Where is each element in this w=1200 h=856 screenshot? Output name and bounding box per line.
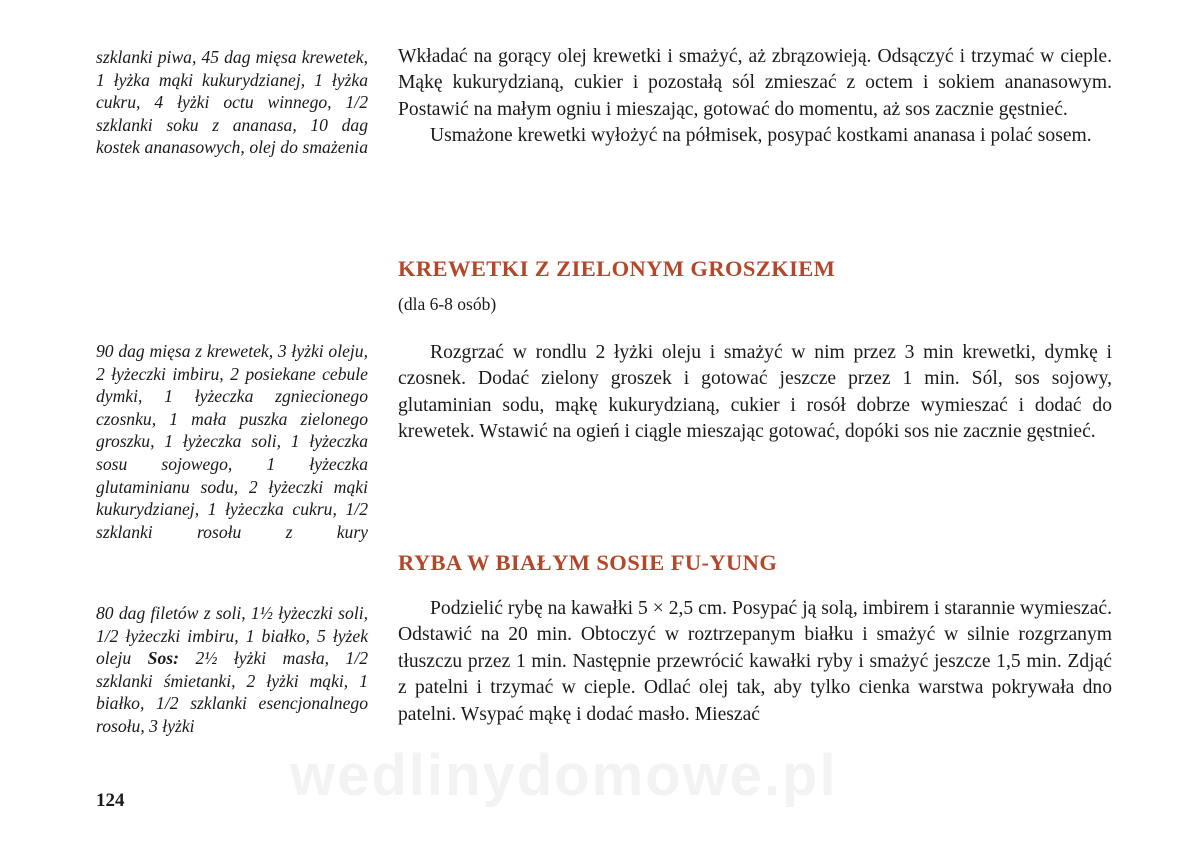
recipe3-title: RYBA W BIAŁYM SOSIE FU-YUNG [398,550,778,575]
ingredients-fish-sauce: 2½ łyżki masła, 1/2 szklanki śmietanki, 2 łyżki mąki, 1 białko, 1/2 szklanki esencjonalnego rosołu, 3 łyżki [96,648,369,736]
recipe2-instructions [398,340,1112,446]
ingredients-fish [96,602,368,738]
recipe2-title: KREWETKI Z ZIELONYM GROSZKIEM [398,256,836,281]
ingredients-sauce-label: Sos: [147,648,179,669]
recipe3-paragraph: Podzielić rybę na kawałki 5 × 2,5 cm. Posypać ją solą, imbirem i starannie wymieszać. Odstawić na 20 min. Obtoczyć w roztrzepanym białku i smażyć w silnie rozgrzanym tłuszczu przez 1 min. Następnie przewrócić kawałki ryby i smażyć jeszcze 1,5 min. Zdjąć z patelni i trzymać w cieple. Odlać olej tak, aby tylko cienka warstwa pokrywała dno patelni. Wsypać mąkę i dodać masło. Mieszać [398,598,1112,725]
ingredients-shrimp-pineapple: szklanki piwa, 45 dag mięsa krewetek, 1 łyżka mąki kukurydzianej, 1 łyżka cukru, 4 łyżki octu winnego, 1/2 szklanki soku z ananasa, 10 dag kostek ananasowych, olej do smażenia [96,47,368,158]
recipe3-instructions [398,596,1112,728]
recipe1-instructions [398,44,1112,150]
recipe1-paragraph-1: Wkładać na gorący olej krewetki i smażyć, aż zbrązowieją. Odsączyć i trzymać w cieple. Mąkę kukurydzianą, cukier i pozostałą sól zmieszać z octem i sokiem ananasowym. Postawić na małym ogniu i mieszając, gotować do momentu, aż sos zacznie gęstnieć. [398,46,1112,120]
ingredients-shrimp-peas: 90 dag mięsa z krewetek, 3 łyżki oleju, 2 łyżeczki imbiru, 2 posiekane cebule dymki, 1 łyżeczka zgniecionego czosnku, 1 mała puszka zielonego groszku, 1 łyżeczka soli, 1 łyżeczka sosu sojowego, 1 łyżeczka glutaminianu sodu, 2 łyżeczki mąki kukurydzianej, 1 łyżeczka cukru, 1/2 szklanki rosołu z kury [96,341,368,542]
recipe1-paragraph-2: Usmażone krewetki wyłożyć na półmisek, posypać kostkami ananasa i polać sosem. [430,125,1092,147]
page-number: 124 [96,790,125,811]
recipe2-servings: (dla 6-8 osób) [398,294,497,314]
recipe2-paragraph: Rozgrzać w rondlu 2 łyżki oleju i smażyć w nim przez 3 min krewetki, dymkę i czosnek. Dodać zielony groszek i gotować jeszcze przez 1 min. Sól, sos sojowy, glutaminian sodu, mąkę kukurydzianą, cukier i rosół dobrze wymieszać i dodać do krewetek. Wstawić na ogień i ciągle mieszając gotować, dopóki sos nie zacznie gęstnieć. [398,342,1112,443]
watermark: wedlinydomowe.pl [290,743,838,808]
ingredients-fish-main: 80 dag filetów z soli, 1½ łyżeczki soli, 1/2 łyżeczki imbiru, 1 białko, 5 łyżek oleju [96,603,368,669]
